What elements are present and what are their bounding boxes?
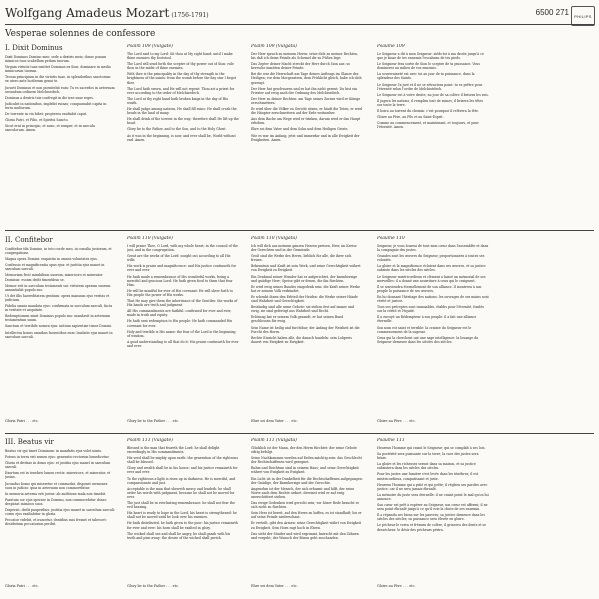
verse: Son cœur est prêt à espérer au Seigneur, son cœur est affermi; il ne sera point ébranlé jusqu'à ce qu'il voie la chute de ses ennemis. (377, 503, 488, 512)
verse: The Lord will send forth the sceptre of thy power out of Sion: rule thou in the midst of thine enemies. (127, 62, 234, 71)
verse: Aus dem Bache am Wege wird er trinken, darum wird er das Haupt erheben. (251, 117, 361, 126)
verse: Wie es war im Anfang, jetzt und immerdar und in alle Ewigkeit der Ewigkeiten. Amen. (251, 133, 360, 142)
verse: With thee is the principality in the day of thy strength in the brightness of the saints: from the womb before the day star I begot thee. (127, 72, 236, 85)
section-confitebor (5, 236, 594, 423)
header-rule (5, 24, 594, 25)
verse: Groß sind die Werke des Herrn, lieblich für alle, die ihrer sich freuen. (251, 254, 352, 263)
verse: The Lord hath sworn, and He will not repent: Thou art a priest for ever according to the order of Melchisedech. (127, 86, 235, 95)
latin-column (5, 236, 115, 416)
verse: Erlösung hat er seinem Volk gesandt, er hat seinen Bund geschlossen für ewig. (251, 315, 344, 324)
psalm-heading: Psalm 110 (Vulgata) (251, 236, 297, 241)
verse: Rechte Einsicht haben alle, die danach handeln: sein Lobpreis dauert von Ewigkeit zu Ewigkeit. (251, 335, 352, 344)
verse: Das Zepter deiner Macht streckt der Herr durch Sion aus: so herrsche inmitten deiner Feinde. (251, 62, 351, 71)
verse: Le pécheur le verra et frémira de colère, il grincera des dents et se desséchera: le désir des pécheurs périra. (377, 523, 487, 532)
verse: Er schenkt ihnen den Erbteil der Heiden: die Werke seiner Hände sind Wahrheit und Gerechtigkeit. (251, 294, 358, 304)
verse: Judicabit in nationibus, implebit ruinas; conquassabit capita in terra multorum. (5, 101, 107, 110)
psalm-heading: Psaume 109 (377, 44, 405, 49)
verse: Tecum principium in die virtutis tuae, in splendoribus sanctorum: ex utero ante luciferum genui te. (5, 75, 112, 84)
verse: As it was in the beginning, is now, and ever shall be, World without end. Amen. (127, 133, 236, 142)
verse: Confitebor tibi Domine, in toto corde meo, in consilio justorum, et congregatione. (5, 247, 112, 256)
verse: Son nom est saint et terrible: la crainte du Seigneur est le commencement de la sagesse. (377, 325, 472, 334)
verse: Das ewige Gedenken wird gerecht sein; vor böser Rede braucht er sich nicht zu fürchten. (251, 501, 360, 510)
verse: Beständig sind alle seine Gebote: sie stehen fest auf immer und ewig, sie sind gefertigt aus Wahrheit und Recht. (251, 305, 355, 314)
verse: Holy and terrible is His name: the fear of the Lord is the beginning of wisdom. (127, 329, 236, 338)
verse: Il jugera les nations; il remplira tout de ruines; il brisera les têtes sur toute la terre. (377, 98, 484, 107)
verse: Memor erit in saeculum testamenti sui: virtutem operum suorum annuntiabit populo suo. (5, 283, 111, 292)
verse: Sein Name ist heilig und furchtbar; der Anfang der Weisheit ist die Furcht des Herrn. (251, 325, 360, 334)
section-beatus (5, 438, 594, 588)
latin-column (5, 438, 115, 583)
verse: La mémoire du juste sera éternelle: il ne craint point le mal qu'on lui annonce. (377, 492, 489, 501)
verse: Acceptable is the man that sheweth mercy and lendeth: he shall order his words with judgment, because he shall not be moved for ever. (127, 486, 235, 499)
verse: Das sieht der Sünder und wird ergrimmt, knirscht mit den Zähnen und vergeht; der Wunsch der Bösen geht zuschanden. (251, 531, 359, 540)
verse: Pour les justes une lumière s'est levée dans les ténèbres; il est miséricordieux, compatissant et juste. (377, 472, 479, 481)
verse: Juravit Dominus et non poenitebit eum: Tu es sacerdos in aeternum secundum ordinem Melchisedech. (5, 85, 115, 94)
verse: Sanctum et terribile nomen ejus: initium sapientiae timor Domini. (5, 324, 112, 329)
header (5, 6, 595, 24)
verse: His heart is ready to hope in the Lord, his heart is strengthened: he shall not be moved until he look over his enemies. (127, 511, 237, 520)
composer-dates: (1756-1791) (171, 12, 209, 19)
verse: The just shall be in everlasting remembrance: he shall not fear the evil hearing. (127, 501, 235, 510)
verse: Blessed is the man that feareth the Lord: he shall delight exceedingly in His commandments. (127, 446, 220, 455)
verse: En lui donnant l'héritage des nations: les ouvrages de ses mains sont vérité et justice. (377, 294, 489, 304)
verse: Le Seigneur est à votre droite; au jour de sa colère il brisera les rois. (377, 92, 489, 97)
psalm-heading: Psalm 109 (Vulgata) (251, 44, 297, 49)
verse: Le Seigneur l'a juré et il ne se rétractera point: tu es prêtre pour l'éternité selon l'ordre de Melchisédech. (377, 82, 483, 91)
german-column (251, 44, 363, 229)
verse: Grandes sont les œuvres du Seigneur, proportionnées à toutes ses volontés. (377, 254, 485, 263)
verse: Memoriam fecit mirabilium suorum, misericors et miserator Dominus: escam dedit timentibus se. (5, 273, 103, 282)
verse: Intellectus bonus omnibus facientibus eum: laudatio ejus manet in saeculum saeculi. (5, 330, 113, 339)
gloria-french: Gloire au Père . . . etc. (377, 419, 416, 423)
verse: Bei dir war die Herrschaft am Tage deines Auftrags im Glanze des Heiligen; vor dem Morgenstern, dem Frühlicht gleich, habe ich dich gezeugt. (251, 72, 362, 85)
english-column (127, 44, 239, 229)
verse: Ut det illis haereditatem gentium: opera manuum ejus veritas et judicium. (5, 293, 110, 302)
verse: La gloire et la magnificence éclatent dans ses œuvres, et sa justice subsiste dans les siècles des siècles. (377, 264, 486, 273)
verse: Seigneur, je vous louerai de tout mon cœur dans l'assemblée et dans la compagnie des justes. (377, 244, 489, 253)
verse: Dixit Dominus Domino meo: sede a dextris meis; donec ponam inimicos tuos scabellum pedum tuorum. (5, 55, 107, 64)
verse: Gloria Patri, et Filio, et Spiritui Sancto. (5, 118, 69, 123)
verse: Sa postérité sera puissante sur la terre; la race des justes sera bénie. (377, 452, 479, 461)
section-heading: I. Dixit Dominus (5, 44, 63, 52)
psalm-heading: Psaume 111 (377, 438, 405, 443)
verse: Exortum est in tenebris lumen rectis: misericors, et miserator, et justus. (5, 471, 111, 480)
gloria-english: Glory be to the Father . . . etc. (127, 584, 180, 588)
verse: Der Herr zu deiner Rechten: am Tage seines Zornes wird er Könige zerschmettern. (251, 96, 361, 105)
psalm-heading: Psalm 109 (Vulgate) (127, 44, 173, 49)
verse: Seine Nachkommen werden auf Erden mächtig sein: das Geschlecht der Rechtschaffenen wird gesegnet. (251, 456, 362, 465)
verse: Er verteilt, gibt den Armen: seine Gerechtigkeit währt von Ewigkeit zu Ewigkeit. Sein Horn ragt hoch in Ehren. (251, 521, 362, 530)
verse: Ein Denkmal seiner Wunder hat er aufgerichtet, der barmherzige und gnädige Herr; Speise gibt er denen, die ihn fürchten. (251, 274, 358, 283)
psalm-heading: Psalm 111 (Vulgata) (251, 438, 297, 443)
verse: Dispersit, dedit pauperibus: justitia ejus manet in saeculum saeculi: cornu ejus exaltabitur in gloria. (5, 508, 115, 517)
verse: He hath made a remembrance of His wonderful works, being a merciful and gracious Lord: He hath given food to them that fear Him. (127, 274, 233, 287)
verse: Comme au commencement, et maintenant, et toujours, et pour l'éternité. Amen. (377, 121, 479, 130)
gloria-french: Gloire au Père . . . etc. (377, 584, 416, 588)
verse: Angenehm ist der Mensch, der sich erbarmt und hilft, der seine Worte nach dem Rechte ordnet: dereinst wird er auf ewig unerschüttert stehen. (251, 486, 355, 499)
verse: Gloire au Père, au Fils et au Saint-Esprit. (377, 115, 444, 120)
psalm-heading: Psaume 110 (377, 236, 405, 241)
verse: Le Seigneur miséricordieux et clément a laissé un mémorial de ses merveilles: il a donné une nourriture à ceux qui le craignent. (377, 274, 486, 283)
verse: Tous ses préceptes sont immuables, établis pour l'éternité, fondés sur la vérité et l'équité. (377, 305, 484, 314)
gloria-english: Glory be to the Father . . . etc. (127, 419, 180, 423)
german-column (251, 438, 363, 583)
verse: All His commandments are faithful: confirmed for ever and ever, made in truth and equity. (127, 309, 232, 318)
verse: Glory be to the Father, and to the Son, and to the Holy Ghost. (127, 127, 227, 132)
verse: Peccator videbit, et irascetur, dentibus suis fremet et tabescet: desiderium peccatorum peribit. (5, 518, 107, 527)
english-column (127, 236, 239, 416)
catalog-number: 6500 271 (535, 8, 569, 17)
verse: Dominus a dextris tuis confregit in die irae suae reges. (5, 95, 94, 100)
verse: He will be mindful for ever of His covenant: He will shew forth to His people the power of His works. (127, 288, 233, 297)
verse: Confessio et magnificentia opus ejus: et justitia ejus manet in saeculum saeculi. (5, 263, 105, 272)
verse: In memoria aeterna erit justus: ab auditione mala non timebit. (5, 491, 107, 496)
verse: Beatus vir qui timet Dominum: in mandatis ejus volet nimis. (5, 449, 103, 453)
gloria-german: Ehre sei dem Vater . . . etc. (251, 584, 298, 588)
verse: Il a envoyé un Rédempteur à son peuple: il a fait une alliance éternelle. (377, 315, 477, 324)
gloria-german: Ehre sei dem Vater . . . etc. (251, 419, 298, 423)
composer-name: Wolfgang Amadeus Mozart (5, 6, 170, 20)
section-dixit (5, 44, 594, 229)
verse: He hath distributed, he hath given to the poor: his justice remaineth for ever and ever: his horn shall be exalted in glory. (127, 521, 238, 530)
work-title: Vesperae solennes de confessore (5, 29, 156, 39)
verse: La souveraineté est avec toi au jour de ta puissance, dans la splendeur des Saints. (377, 72, 475, 81)
section-rule (5, 433, 594, 434)
verse: Bekenntnis und Kraft ist sein Werk, und seine Gerechtigkeit währet von Ewigkeit zu Ewigkeit. (251, 264, 361, 273)
verse: Il boira au torrent du chemin: c'est pourquoi il relèvera la tête. (377, 109, 479, 114)
verse: The Lord said to my Lord: Sit thou at My right hand: until I make thine enemies thy footstool. (127, 52, 233, 61)
verse: Ruhm und Reichtum sind in seinem Haus; und seine Gerechtigkeit währet von Ewigkeit zu Ewigkeit. (251, 466, 359, 475)
verse: Paratum cor ejus sperare in Domino, non commovebitur donec despiciat inimicos suos. (5, 497, 107, 506)
verse: That He may give them the inheritance of the Gentiles: the works of His hands are truth and judgment. (127, 299, 238, 308)
verse: Ich will dich aus meinem ganzen Herzen preisen, Herr, im Kreise der Gerechten und in der Gemeinde. (251, 244, 357, 253)
verse: Virgam virtutis tuae emittet Dominus ex Sion: dominare in medio inimicorum tuorum. (5, 65, 111, 74)
verse: La gloire et les richesses seront dans sa maison, et sa justice subsistera dans les siècles des siècles. (377, 462, 476, 471)
german-column (251, 236, 363, 416)
psalm-heading: Psalm 111 (Vulgate) (127, 438, 173, 443)
philips-logo (571, 6, 595, 26)
verse: Der Herr sprach zu meinem Herrn: setze dich zu meiner Rechten, bis daß ich deine Feinde als Schemel dir zu Füßen lege. (251, 52, 358, 61)
verse: The Lord at thy right hand hath broken kings in the day of His wrath. (127, 96, 229, 105)
verse: Il a répandu ses biens sur les pauvres; sa justice demeure dans les siècles des siècles; sa puissance sera élevée en gloire. (377, 513, 485, 522)
verse: Sein Herz ist bereit, auf den Herrn zu hoffen, es ist standhaft; bis er auf seine Feinde niederschaut. (251, 511, 362, 520)
verse: Er wird ewig seines Bundes eingedenk sein: die Kraft seiner Werke hat er seinem Volk verkündet. (251, 284, 361, 293)
section-heading: II. Confitebor (5, 236, 53, 244)
verse: Le Seigneur a dit à mon Seigneur: siéds-toi à ma droite jusqu'à ce que je fasse de tes ennemis l'escabeau de tes pieds. (377, 52, 484, 61)
verse: Er wird über die Völker zu Gericht sitzen, er häuft die Toten; er wird die Häupter zerschmettern auf der Erde weitumher. (251, 107, 363, 116)
verse: Ein Licht ist in der Dunkelheit für die Rechtschaffenen aufgegangen: der Gnädige, der Barmherzige und der Gerechte. (251, 476, 363, 485)
verse: Magna opera Domini: exquisita in omnes voluntates ejus. (5, 257, 98, 262)
verse: Potens in terra erit semen ejus: generatio rectorum benedicetur. (5, 455, 110, 460)
verse: Fidelia omnia mandata ejus: confirmata in saeculum saeculi, facta in veritate et aequitate. (5, 304, 113, 313)
verse: Heureux l'homme qui craint le Seigneur; qui se complaît à ses lois. (377, 446, 486, 450)
verse: Heureux l'homme qui a pitié et qui prête; il réglera ses paroles avec justice, car il ne sera jamais ébranlé. (377, 482, 488, 491)
french-column (377, 438, 489, 583)
french-column (377, 44, 489, 229)
section-rule (5, 230, 594, 231)
verse: Ehre sei dem Vater und dem Sohn und dem Heiligen Geiste. (251, 127, 349, 132)
verse: He shall judge among nations, He shall fill ruins: He shall crush the heads in the land of many. (127, 107, 237, 116)
verse: He shall drink of the torrent in the way: therefore shall He lift up the head. (127, 117, 239, 126)
psalm-heading: Psalm 110 (Vulgate) (127, 236, 173, 241)
composer-title (5, 6, 209, 20)
verse: Sicut erat in principio, et nunc, et semper, et in saecula saeculorum. Amen. (5, 124, 95, 133)
verse: His seed shall be mighty upon earth: the generation of the righteous shall be blessed. (127, 456, 239, 465)
verse: Der Herr hat geschworen und es hat ihn nicht gereut: Du bist ein Priester auf ewig nach der Ordnung des Melchisedech. (251, 86, 358, 95)
english-column (127, 438, 239, 583)
latin-column (5, 44, 115, 229)
verse: Great are the works of the Lord: sought out according to all His wills. (127, 254, 231, 263)
verse: Redemptionem misit Dominus populo suo: mandavit in aeternum testamentum suum. (5, 314, 111, 323)
verse: Jucundus homo qui miseretur et commodat, disponet sermones suos in judicio: quia in aeternum non commovebitur. (5, 481, 108, 490)
verse: His work is praise and magnificence: and His justice continueth for ever and ever. (127, 264, 237, 273)
verse: De torrente in via bibet: propterea exaltabit caput. (5, 112, 88, 117)
verse: Il se souviendra éternellement de son alliance. Il montrera à son peuple la puissance de ses œuvres, (377, 284, 482, 293)
gloria-latin: Gloria Patri . . . etc. (5, 584, 39, 588)
gloria-latin: Gloria Patri . . . etc. (5, 419, 39, 423)
verse: He hath sent redemption to His people: He hath commanded His covenant for ever. (127, 319, 233, 328)
section-heading: III. Beatus vir (5, 438, 54, 446)
verse: Ceux qui la cherchent ont une sage intelligence: la louange du Seigneur demeure dans les siècles des siècles. (377, 335, 479, 344)
verse: I will praise Thee, O Lord, with my whole heart; in the council of the just, and in the congregation. (127, 244, 238, 253)
verse: The wicked shall see and shall be angry, he shall gnash with his teeth and pine away: the desire of the wicked shall perish. (127, 531, 231, 540)
verse: Le Seigneur fera sortir de Sion le sceptre de ta puissance. Vous dominerez au milieu de vos ennemis. (377, 62, 480, 71)
verse: To the righteous a light is risen up in darkness: He is merciful, and compassionate and just. (127, 476, 236, 485)
french-column (377, 236, 489, 416)
verse: A good understanding to all that do it: His praise continueth for ever and ever. (127, 339, 239, 348)
verse: Glory and wealth shall be in his house: and his justice remaineth for ever and ever. (127, 466, 238, 475)
logo-text: PHILIPS (574, 13, 592, 19)
verse: Glücklich ist der Mann, der den Herrn fürchtet: der seine Gebote eifrig befolgt. (251, 446, 357, 455)
verse: Gloria et divitiae in domo ejus: et justitia ejus manet in saeculum saeculi. (5, 461, 111, 470)
